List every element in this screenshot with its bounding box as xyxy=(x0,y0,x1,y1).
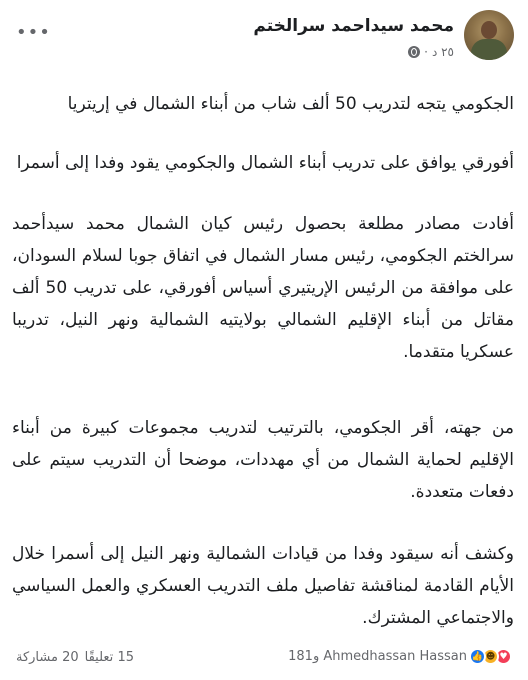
love-reaction-icon: ♥ xyxy=(495,648,512,665)
globe-icon xyxy=(408,46,420,58)
reactions-summary[interactable] xyxy=(288,648,512,665)
paragraph-text: من جهته، أقر الجكومي، بالترتيب لتدريب مجموعات كبيرة من أبناء الإقليم لحماية الشمال من أي مهددات، موضحا أن التدريب سيتم على دفعات متعددة. xyxy=(12,418,514,502)
post-header xyxy=(10,8,518,68)
more-options-icon[interactable]: ••• xyxy=(16,22,51,43)
author-name[interactable]: محمد سيداحمد سرالختم xyxy=(253,16,454,36)
avatar-body xyxy=(471,39,507,60)
paragraph-text: أفادت مصادر مطلعة بحصول رئيس كيان الشمال محمد سيدأحمد سرالختم الجكومي، رئيس مسار الشمال في اتفاق جوبا لسلام السودان، على موافقة من الرئيس الإريتيري أسياس أفورقي، على تدريب 50 ألف مقاتل من أبناء الإقليم الشمالي بولايتيه الشمالية ونهر النيل، تدريبا عسكريا متقدما. xyxy=(12,214,514,362)
post-footer xyxy=(10,648,518,672)
meta-separator: · xyxy=(424,45,428,59)
paragraph-text: وكشف أنه سيقود وفدا من قيادات الشمالية ونهر النيل إلى أسمرا خلال الأيام القادمة لمناقشة تفاصيل ملف التدريب العسكري والعمل السياسي والاجتماعي المشترك. xyxy=(12,544,514,628)
post-paragraph-3 xyxy=(12,208,514,368)
avatar-face xyxy=(481,21,497,39)
post-meta xyxy=(408,44,454,60)
author-avatar[interactable] xyxy=(464,10,514,60)
post-paragraph-2 xyxy=(12,147,514,179)
comments-count[interactable]: 15 تعليقًا xyxy=(84,650,134,665)
post-paragraph-4 xyxy=(12,412,514,508)
paragraph-text: الجكومي يتجه لتدريب 50 ألف شاب من أبناء الشمال في إريتريا xyxy=(67,94,514,114)
post-paragraph-5 xyxy=(12,538,514,634)
post-time[interactable]: ٢٥ د xyxy=(431,45,454,59)
engagement-stats xyxy=(16,650,134,665)
post-paragraph-1 xyxy=(12,88,514,120)
reactions-text: Ahmedhassan Hassan و181 xyxy=(288,649,467,664)
haha-reaction-icon: ☻ xyxy=(482,648,499,665)
shares-count[interactable]: 20 مشاركة xyxy=(16,650,79,665)
reaction-icons xyxy=(473,648,512,665)
paragraph-text: أفورقي يوافق على تدريب أبناء الشمال والجكومي يقود وفدا إلى أسمرا xyxy=(16,153,514,173)
like-reaction-icon: 👍 xyxy=(469,648,486,665)
